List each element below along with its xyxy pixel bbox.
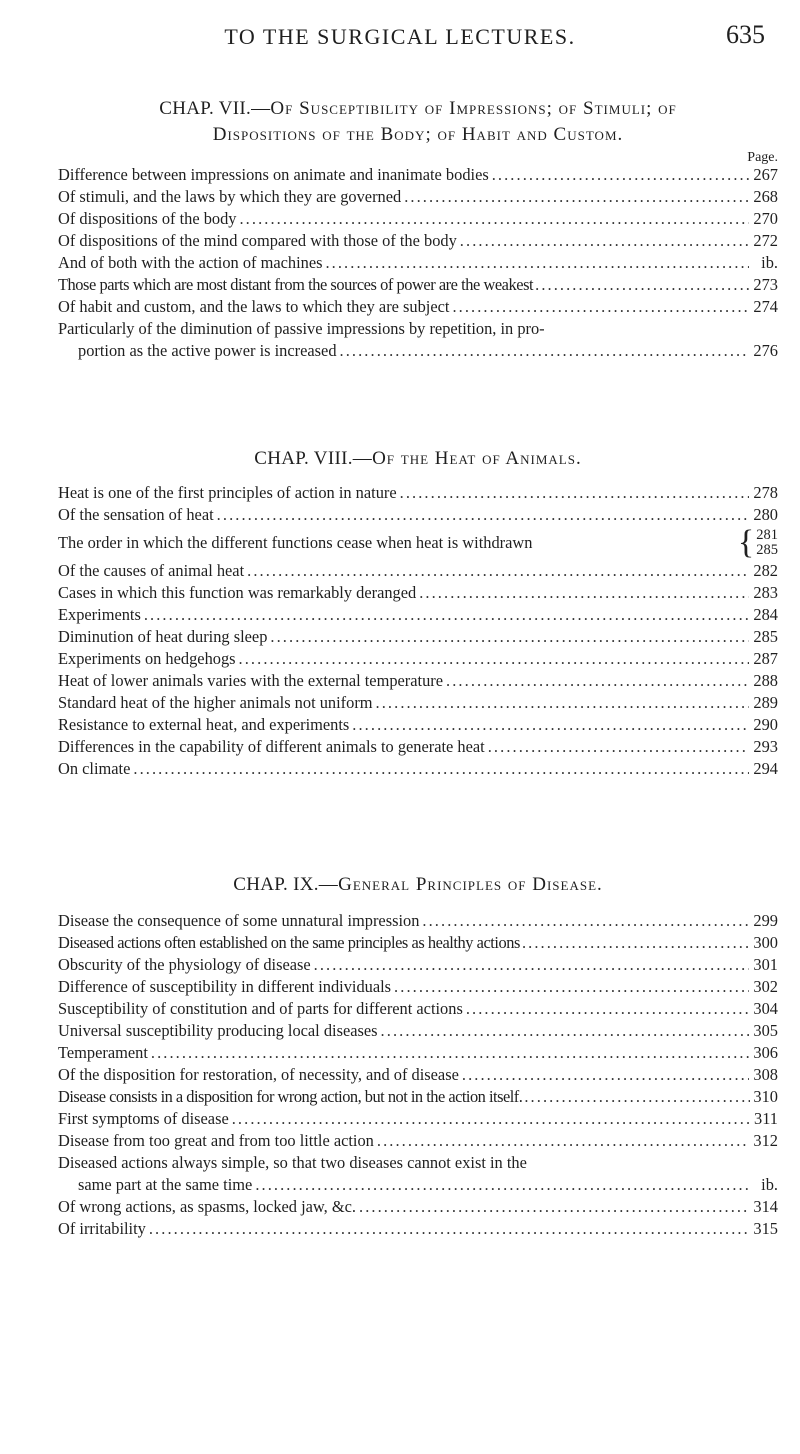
contents-entry: And of both with the action of machines . . . ib. [58, 252, 778, 274]
page-column-label: Page. [747, 150, 778, 165]
contents-entry: Of stimuli, and the laws by which they are governed . . . 268 [58, 186, 778, 208]
contents-entry: Susceptibility of constitution and of parts for different actions . . . 304 [58, 998, 778, 1020]
contents-entry: Heat of lower animals varies with the external temperature . . . 288 [58, 670, 778, 692]
contents-entry: Obscurity of the physiology of disease . . . 301 [58, 954, 778, 976]
contents-entry: Those parts which are most distant from the sources of power are the weakest . . . 273 [58, 274, 778, 296]
chapter-title-line1: Of Susceptibility of Impressions; of Stimuli; of [270, 98, 677, 119]
contents-entry: Diseased actions always simple, so that two diseases cannot exist in the same part at the same time . . . ib. [58, 1152, 778, 1196]
contents-entry: Temperament . . . 306 [58, 1042, 778, 1064]
chapter-heading [58, 872, 778, 898]
chapter-number: CHAP. VII.— [159, 98, 271, 119]
chapter-heading [58, 446, 778, 472]
contents-entry: Differences in the capability of different animals to generate heat . . . 293 [58, 736, 778, 758]
chapter-heading [58, 96, 778, 148]
brace-icon: { [737, 524, 755, 561]
contents-entry: Of habit and custom, and the laws to which they are subject . . . 274 [58, 296, 778, 318]
contents-entry: Cases in which this function was remarkably deranged . . . 283 [58, 582, 778, 604]
contents-entry: Universal susceptibility producing local diseases . . . 305 [58, 1020, 778, 1042]
contents-entry: Of dispositions of the body . . . 270 [58, 208, 778, 230]
contents-list [58, 482, 778, 780]
chapter-title: Of the Heat of Animals. [372, 448, 582, 469]
contents-list [58, 910, 778, 1240]
chapter-vii [58, 96, 778, 362]
chapter-number: CHAP. VIII.— [254, 448, 373, 469]
contents-entry: Experiments on hedgehogs . . . 287 [58, 648, 778, 670]
contents-entry: Experiments . . . 284 [58, 604, 778, 626]
contents-entry: Standard heat of the higher animals not uniform . . . 289 [58, 692, 778, 714]
contents-entry: Diminution of heat during sleep . . . 285 [58, 626, 778, 648]
page-number: 635 [726, 20, 765, 49]
contents-entry: Diseased actions often established on the same principles as healthy actions . . . 300 [58, 932, 778, 954]
contents-entry: First symptoms of disease . . . 311 [58, 1108, 778, 1130]
chapter-viii [58, 446, 778, 780]
chapter-ix [58, 872, 778, 1240]
chapter-number: CHAP. IX.— [233, 874, 339, 895]
contents-entry: Particularly of the diminution of passive impressions by repetition, in pro- portion as the active power is increased . . . 276 [58, 318, 778, 362]
contents-entry: Resistance to external heat, and experiments . . . 290 [58, 714, 778, 736]
contents-entry: Disease the consequence of some unnatural impression . . . 299 [58, 910, 778, 932]
running-head-title: TO THE SURGICAL LECTURES. [224, 24, 576, 49]
contents-list [58, 164, 778, 362]
contents-entry: Of wrong actions, as spasms, locked jaw, &c. . . . 314 [58, 1196, 778, 1218]
contents-entry: Of the sensation of heat . . . 280 [58, 504, 778, 526]
chapter-title: General Principles of Disease. [338, 874, 603, 895]
contents-entry: Difference between impressions on animate and inanimate bodies . . . 267 [58, 164, 778, 186]
contents-entry: Difference of susceptibility in different individuals . . . 302 [58, 976, 778, 998]
contents-entry: The order in which the different functions cease when heat is withdrawn { 281 285 [58, 524, 778, 561]
contents-entry: Of the disposition for restoration, of necessity, and of disease . . . 308 [58, 1064, 778, 1086]
contents-entry: Heat is one of the first principles of action in nature . . . 278 [58, 482, 778, 504]
contents-entry: Of the causes of animal heat . . . 282 [58, 560, 778, 582]
running-head [0, 20, 800, 60]
chapter-title-line2: Dispositions of the Body; of Habit and Custom. [212, 124, 624, 145]
contents-entry: Disease from too great and from too little action . . . 312 [58, 1130, 778, 1152]
contents-entry: Disease consists in a disposition for wrong action, but not in the action itself. . . . 310 [58, 1086, 778, 1108]
contents-entry: Of dispositions of the mind compared with those of the body . . . 272 [58, 230, 778, 252]
contents-entry: Of irritability . . . 315 [58, 1218, 778, 1240]
contents-entry: On climate . . . 294 [58, 758, 778, 780]
